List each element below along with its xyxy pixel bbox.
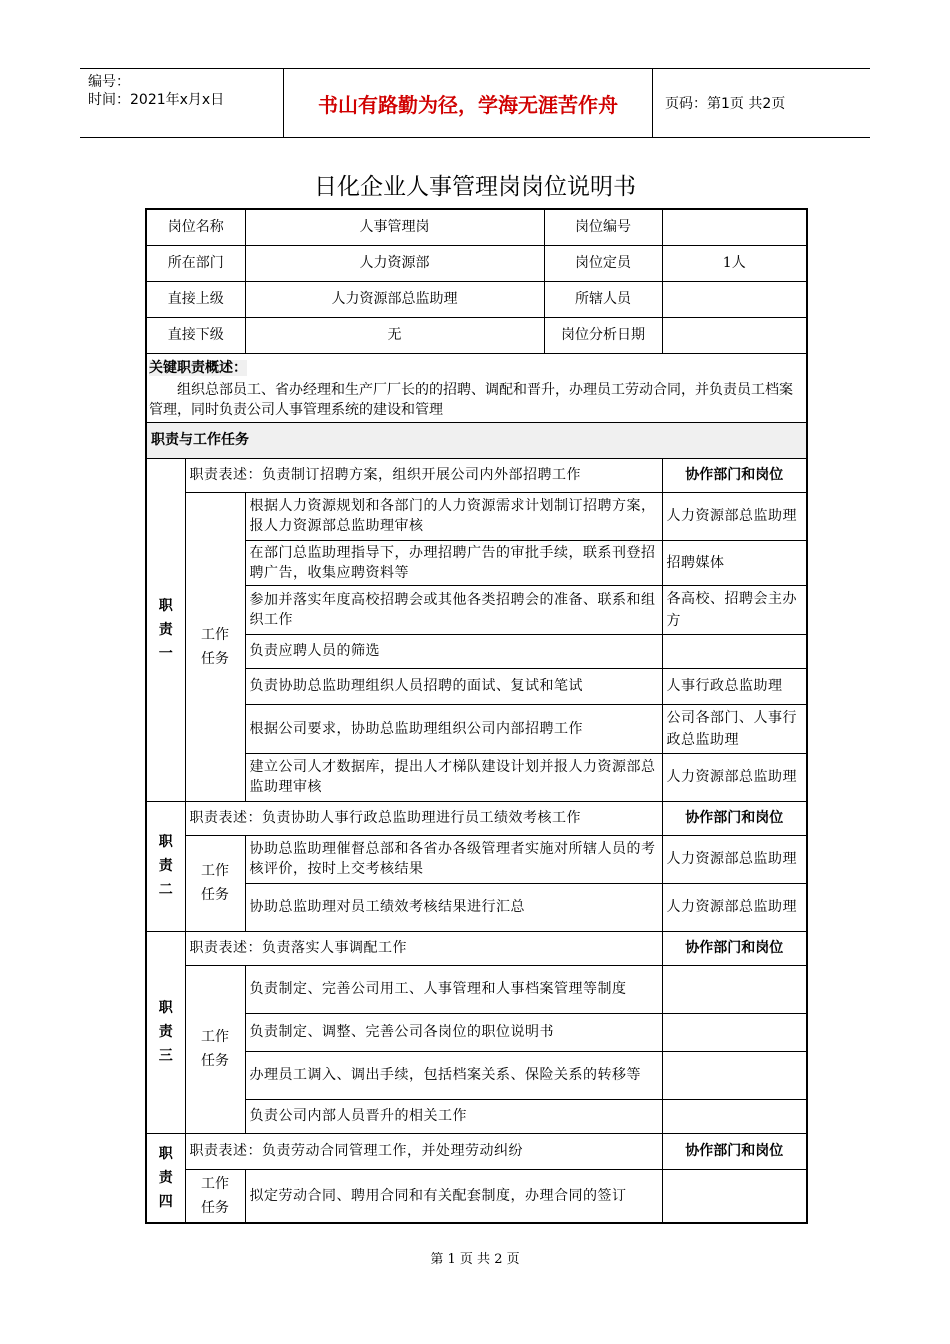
info-row: [146, 281, 807, 317]
summary-cell: [146, 353, 807, 422]
task-row: [146, 753, 807, 801]
task-row: [146, 965, 807, 1013]
task-row: [146, 540, 807, 585]
duty-name: 职 责 一: [146, 458, 185, 801]
coop-header: 协作部门和岗位: [662, 931, 807, 965]
info-value: [662, 317, 807, 353]
info-label: 岗位名称: [146, 209, 245, 245]
duty-statement: 职责表述：负责劳动合同管理工作，并处理劳动纠纷: [185, 1133, 662, 1169]
task-text: 协助总监助理对员工绩效考核结果进行汇总: [245, 883, 662, 931]
duty-name: 职 责 三: [146, 931, 185, 1133]
page-info: 页码：第1页 共2页: [665, 96, 786, 112]
task-row: [146, 883, 807, 931]
task-coop: 人力资源部总监助理: [662, 492, 807, 540]
task-coop: [662, 634, 807, 668]
motto: 书山有路勤为径，学海无涯苦作舟: [283, 69, 653, 137]
duty-name: 职 责 四: [146, 1133, 185, 1223]
page-header: [80, 68, 870, 138]
info-row: [146, 209, 807, 245]
task-coop: 人力资源部总监助理: [662, 835, 807, 883]
task-text: 协助总监助理催督总部和各省办各级管理者实施对所辖人员的考核评价，按时上交考核结果: [245, 835, 662, 883]
task-row: [146, 492, 807, 540]
summary-text: 组织总部员工、省办经理和生产厂厂长的的招聘、调配和晋升，办理员工劳动合同，并负责员工档案管理，同时负责公司人事管理系统的建设和管理: [149, 381, 793, 418]
task-label: 工作 任务: [185, 835, 245, 931]
task-text: 参加并落实年度高校招聘会或其他各类招聘会的准备、联系和组织工作: [245, 585, 662, 634]
task-label: 工作 任务: [185, 1169, 245, 1223]
info-value: [662, 281, 807, 317]
duty-statement: 职责表述：负责落实人事调配工作: [185, 931, 662, 965]
duty-statement-row: [146, 1133, 807, 1169]
info-label: 岗位分析日期: [544, 317, 662, 353]
summary-label: 关键职责概述：: [149, 359, 247, 376]
info-value: 人事管理岗: [245, 209, 544, 245]
task-row: [146, 1051, 807, 1099]
task-text: 负责公司内部人员晋升的相关工作: [245, 1099, 662, 1133]
header-meta: [88, 73, 224, 109]
task-text: 负责制定、完善公司用工、人事管理和人事档案管理等制度: [245, 965, 662, 1013]
duty-statement: 职责表述：负责制订招聘方案，组织开展公司内外部招聘工作: [185, 458, 662, 492]
task-coop: [662, 965, 807, 1013]
task-coop: 各高校、招聘会主办方: [662, 585, 807, 634]
duty-statement-row: [146, 931, 807, 965]
info-label: 岗位编号: [544, 209, 662, 245]
code-label: 编号：: [88, 74, 130, 90]
task-text: 办理员工调入、调出手续，包括档案关系、保险关系的转移等: [245, 1051, 662, 1099]
duty-statement-row: [146, 458, 807, 492]
task-coop: 公司各部门、人事行政总监助理: [662, 704, 807, 753]
task-row: [146, 1099, 807, 1133]
task-row: [146, 835, 807, 883]
task-text: 建立公司人才数据库，提出人才梯队建设计划并报人力资源部总监助理审核: [245, 753, 662, 801]
info-row: [146, 245, 807, 281]
task-text: 根据人力资源规划和各部门的人力资源需求计划制订招聘方案，报人力资源部总监助理审核: [245, 492, 662, 540]
duties-heading: 职责与工作任务: [146, 422, 807, 458]
task-coop: [662, 1169, 807, 1223]
task-text: 拟定劳动合同、聘用合同和有关配套制度，办理合同的签订: [245, 1169, 662, 1223]
job-description-table: [145, 208, 808, 1224]
task-text: 负责应聘人员的筛选: [245, 634, 662, 668]
task-text: 负责制定、调整、完善公司各岗位的职位说明书: [245, 1013, 662, 1051]
info-label: 直接下级: [146, 317, 245, 353]
task-row: [146, 1169, 807, 1223]
task-coop: 人事行政总监助理: [662, 668, 807, 704]
duty-statement-row: [146, 801, 807, 835]
info-label: 所辖人员: [544, 281, 662, 317]
task-coop: [662, 1099, 807, 1133]
document-title: 日化企业人事管理岗岗位说明书: [314, 174, 636, 200]
task-coop: [662, 1051, 807, 1099]
task-text: 负责协助总监助理组织人员招聘的面试、复试和笔试: [245, 668, 662, 704]
task-label: 工作 任务: [185, 965, 245, 1133]
task-coop: [662, 1013, 807, 1051]
info-value: 人力资源部总监助理: [245, 281, 544, 317]
coop-header: 协作部门和岗位: [662, 1133, 807, 1169]
page-footer: 第 1 页 共 2 页: [430, 1252, 520, 1267]
coop-header: 协作部门和岗位: [662, 801, 807, 835]
task-row: [146, 704, 807, 753]
task-row: [146, 1013, 807, 1051]
time-label: 时间：2021年x月x日: [88, 92, 225, 108]
duty-name: 职 责 二: [146, 801, 185, 931]
task-row: [146, 668, 807, 704]
task-coop: 招聘媒体: [662, 540, 807, 585]
info-label: 所在部门: [146, 245, 245, 281]
info-label: 直接上级: [146, 281, 245, 317]
info-value: [662, 209, 807, 245]
task-coop: 人力资源部总监助理: [662, 883, 807, 931]
task-row: [146, 634, 807, 668]
task-text: 根据公司要求，协助总监助理组织公司内部招聘工作: [245, 704, 662, 753]
task-label: 工作 任务: [185, 492, 245, 801]
info-value: 人力资源部: [245, 245, 544, 281]
info-value: 1人: [662, 245, 807, 281]
task-coop: 人力资源部总监助理: [662, 753, 807, 801]
task-row: [146, 585, 807, 634]
info-label: 岗位定员: [544, 245, 662, 281]
duty-statement: 职责表述：负责协助人事行政总监助理进行员工绩效考核工作: [185, 801, 662, 835]
info-value: 无: [245, 317, 544, 353]
info-row: [146, 317, 807, 353]
task-text: 在部门总监助理指导下，办理招聘广告的审批手续，联系刊登招聘广告，收集应聘资料等: [245, 540, 662, 585]
duties-heading-row: [146, 422, 807, 458]
summary-row: [146, 353, 807, 422]
coop-header: 协作部门和岗位: [662, 458, 807, 492]
